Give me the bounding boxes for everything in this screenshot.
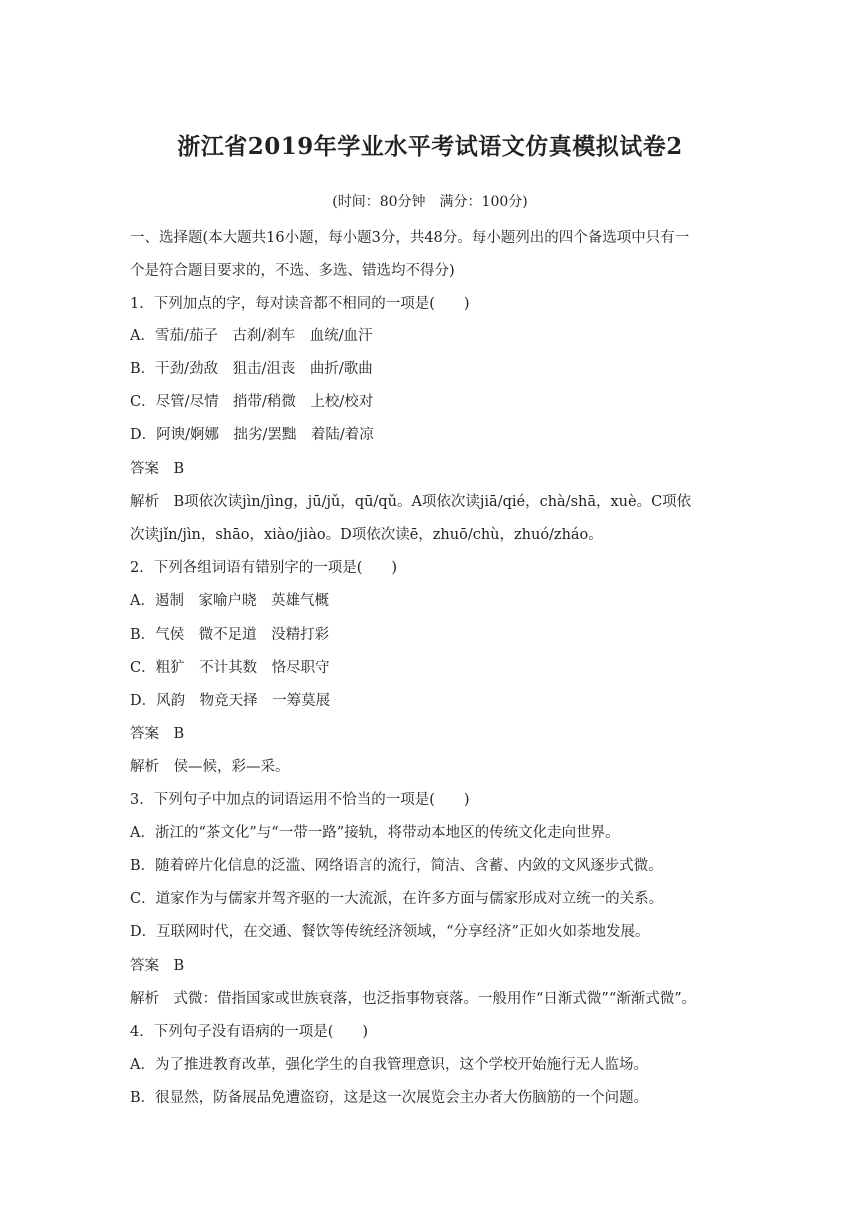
q3-answer: 答案 B [130, 958, 185, 974]
q3-option-b: B．随着碎片化信息的泛滥、网络语言的流行，简洁、含蓄、内敛的文风逐步式微。 [130, 858, 663, 874]
q3-analysis: 解析 式微：借指国家或世族衰落，也泛指事物衰落。一般用作“日渐式微”“渐渐式微”。 [130, 991, 697, 1007]
q2-analysis: 解析 侯—候，彩—采。 [130, 759, 290, 775]
q3-stem: 3．下列句子中加点的词语运用不恰当的一项是( ) [130, 792, 470, 808]
page-title: 浙江省2019年学业水平考试语文仿真模拟试卷2 [177, 133, 683, 160]
q4-option-a: A．为了推进教育改革，强化学生的自我管理意识，这个学校开始施行无人监场。 [130, 1057, 648, 1073]
q1-analysis-line2: 次读jǐn/jìn，shāo，xiào/jiào。D项依次读ē，zhuō/chù，zhuó/zháo。 [130, 527, 603, 543]
q4-option-b: B．很显然，防备展品免遭盗窃，这是这一次展览会主办者大伤脑筋的一个问题。 [130, 1090, 649, 1106]
q2-answer: 答案 B [130, 726, 185, 742]
q2-stem: 2．下列各组词语有错别字的一项是( ) [130, 560, 398, 576]
q2-option-c: C．粗犷 不计其数 恪尽职守 [130, 660, 330, 676]
q1-option-b: B．干劲/劲敌 狙击/沮丧 曲折/歌曲 [130, 361, 373, 377]
exam-time-info: (时间：80分钟 满分：100分) [332, 194, 528, 210]
section-instruction-line1: 一、选择题(本大题共16小题，每小题3分，共48分。每小题列出的四个备选项中只有一 [130, 230, 690, 246]
section-instruction-line2: 个是符合题目要求的，不选、多选、错选均不得分) [130, 263, 455, 279]
q1-option-d: D．阿谀/婀娜 拙劣/罢黜 着陆/着凉 [130, 427, 374, 443]
q1-answer: 答案 B [130, 461, 185, 477]
q1-stem: 1．下列加点的字，每对读音都不相同的一项是( ) [130, 296, 470, 312]
q1-analysis-line1: 解析 B项依次读jìn/jìng，jū/jǔ，qū/qǔ。A项依次读jiā/qié，chà/shā，xuè。C项依 [130, 494, 692, 510]
q3-option-a: A．浙江的“茶文化”与“一带一路”接轨，将带动本地区的传统文化走向世界。 [130, 825, 620, 841]
q3-option-d: D．互联网时代，在交通、餐饮等传统经济领域，“分享经济”正如火如荼地发展。 [130, 924, 650, 940]
q1-option-c: C．尽管/尽情 捎带/稍微 上校/校对 [130, 394, 374, 410]
q2-option-d: D．风韵 物竞天择 一筹莫展 [130, 693, 331, 709]
q1-option-a: A．雪茄/茄子 古刹/刹车 血统/血汗 [130, 328, 373, 344]
q3-option-c: C．道家作为与儒家并驾齐驱的一大流派，在许多方面与儒家形成对立统一的关系。 [130, 891, 664, 907]
q2-option-b: B．气侯 微不足道 没精打彩 [130, 627, 330, 643]
q4-stem: 4．下列句子没有语病的一项是( ) [130, 1024, 369, 1040]
q2-option-a: A．遏制 家喻户晓 英雄气概 [130, 593, 329, 609]
